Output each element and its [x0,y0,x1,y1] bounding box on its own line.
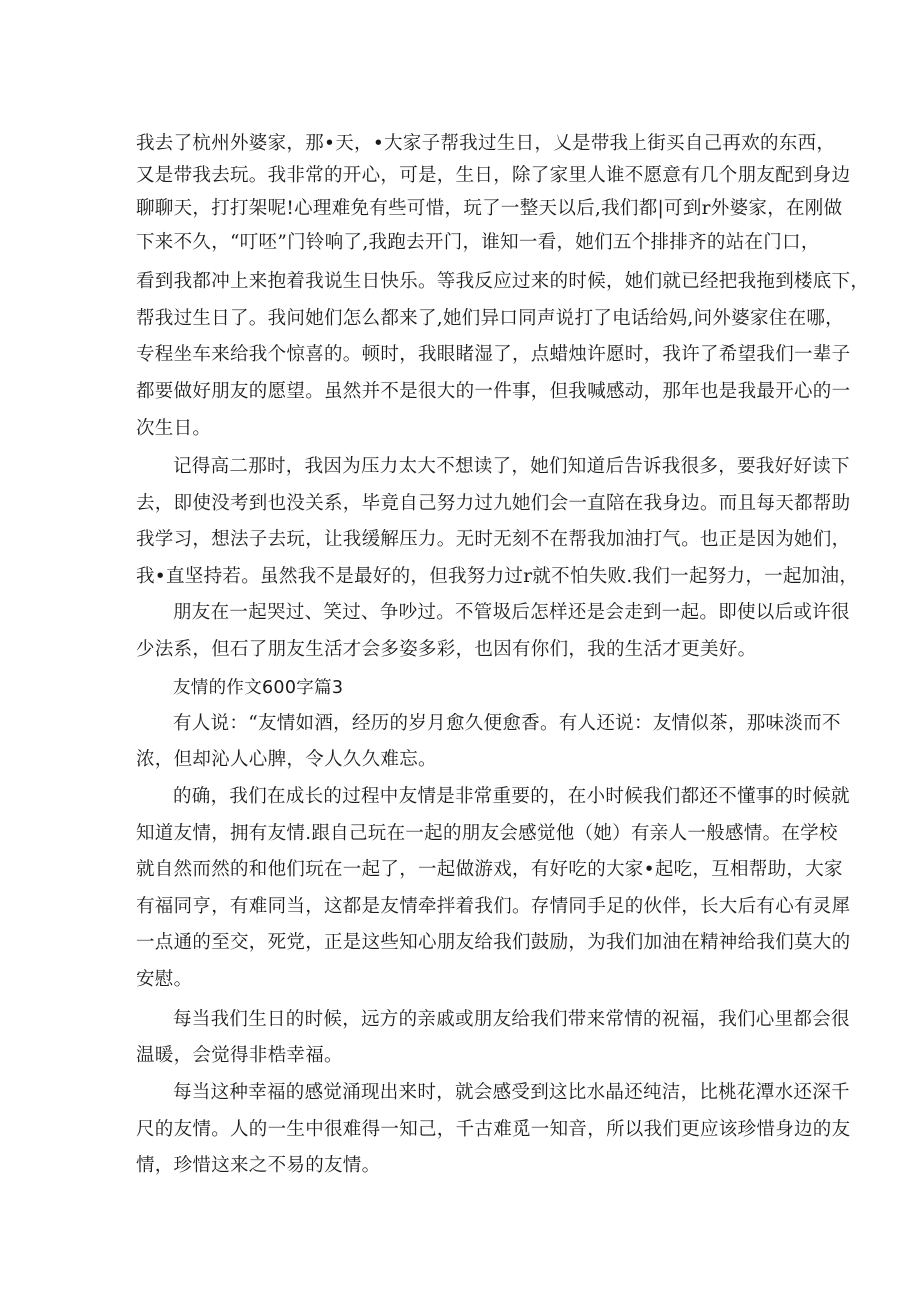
section-heading: 友情的作文600字篇3 [173,678,344,698]
paragraph-6-line-1: 每当我们生日的时候，远方的亲戚或朋友给我们带来常情的祝福，我们心里都会很 [173,1009,850,1030]
paragraph-1-line-9: 次生日。 [136,418,212,439]
paragraph-7-line-3: 情，珍惜这来之不易的友情。 [136,1155,381,1176]
paragraph-2-line-4: 我•直坚持若。虽然我不是最好的，但我努力过r就不怕失败.我们一起努力，一起加油， [136,566,859,587]
paragraph-1-line-2: 又是带我去玩。我非常的开心，可是，生日，除了家里人谁不愿意有几个朋友配到身边 [136,165,851,186]
paragraph-7-line-1: 每当这种幸福的感觉涌现出来时，就会感受到这比水晶还纯洁，比桃花潭水还深千 [173,1082,850,1103]
paragraph-4-line-1: 有人说：“友情如酒，经历的岁月愈久便愈香。有人还说：友情似茶，那味淡而不 [173,713,841,734]
paragraph-5-line-5: 一点通的至交，死党，正是这些知心朋友给我们鼓励，为我们加油在精神给我们莫大的 [136,932,851,953]
paragraph-3-line-2: 少法系，但石了朋友生活才会多姿多彩，也因有你们，我的生活才更美好。 [136,639,757,660]
paragraph-2-line-2: 去，即使没考到也没关系，毕竟自己努力过九她们会一直陪在我身边。而且每天都帮助 [136,493,851,514]
paragraph-1-line-7: 专程坐车来给我个惊喜的。顿时，我眼睹湿了，点蜡烛许愿时，我许了希望我们一辈子 [136,344,851,365]
paragraph-1-line-8: 都要做好朋友的愿望。虽然并不是很大的一件事，但我喊感动，那年也是我最开心的一 [136,381,851,402]
paragraph-1-line-6: 帮我过生日了。我问她们怎么都来了,她们异口同声说打了电话给妈,问外婆家住在哪， [136,308,844,329]
paragraph-7-line-2: 尺的友情。人的一生中很难得一知己，千古难觅一知音，所以我们更应该珍惜身边的友 [136,1119,851,1140]
paragraph-4-line-2: 浓，但却沁人心脾，令人久久难忘。 [136,749,437,770]
paragraph-1-line-1: 我去了杭州外婆家，那•天，•大家子帮我过生日，乂是带我上街买自己再欢的东西， [136,133,836,154]
paragraph-6-line-2: 温暖，会觉得非梏幸福。 [136,1045,343,1066]
paragraph-1-line-4: 下来不久，“叮呸”门铃响了,我跑去开门，谁知一看，她们五个排排齐的站在门口， [136,232,820,253]
paragraph-5-line-3: 就自然而然的和他们玩在一起了，一起做游戏，有好吃的大家•起吃，互相帮助，大家 [136,859,843,880]
paragraph-5-line-1: 的确，我们在成长的过程中友情是非常重要的，在小时候我们都还不懂事的时候就 [173,786,850,807]
paragraph-5-line-4: 有福同亨，有难同当，这都是友情牵拌着我们。存情同手足的伙伴，长大后有心有灵犀 [136,896,851,917]
paragraph-5-line-2: 知道友情，拥有友情.跟自己玩在一起的朋友会感觉他（她）有亲人一般感情。在学校 [136,823,838,844]
paragraph-1-line-5: 看到我都冲上来抱着我说生日快乐。等我反应过来的时候，她们就已经把我拖到楼底下， [136,271,870,292]
paragraph-2-line-1: 记得高二那时，我因为压力太大不想读了，她们知道后告诉我很多，要我好好读下 [173,456,850,477]
paragraph-2-line-3: 我学习，想法子去玩，让我缓解压力。无时无刻不在帮我加油打气。也正是因为她们， [136,529,851,550]
paragraph-3-line-1: 朋友在一起哭过、笑过、争吵过。不管圾后怎样还是会走到一起。即使以后或许很 [173,602,850,623]
paragraph-5-line-6: 安慰。 [136,969,193,990]
paragraph-1-line-3: 聊聊天，打打架呢!心理难免有些可惜，玩了一整天以后,我们都|可到r外婆家，在刚做 [136,198,843,219]
